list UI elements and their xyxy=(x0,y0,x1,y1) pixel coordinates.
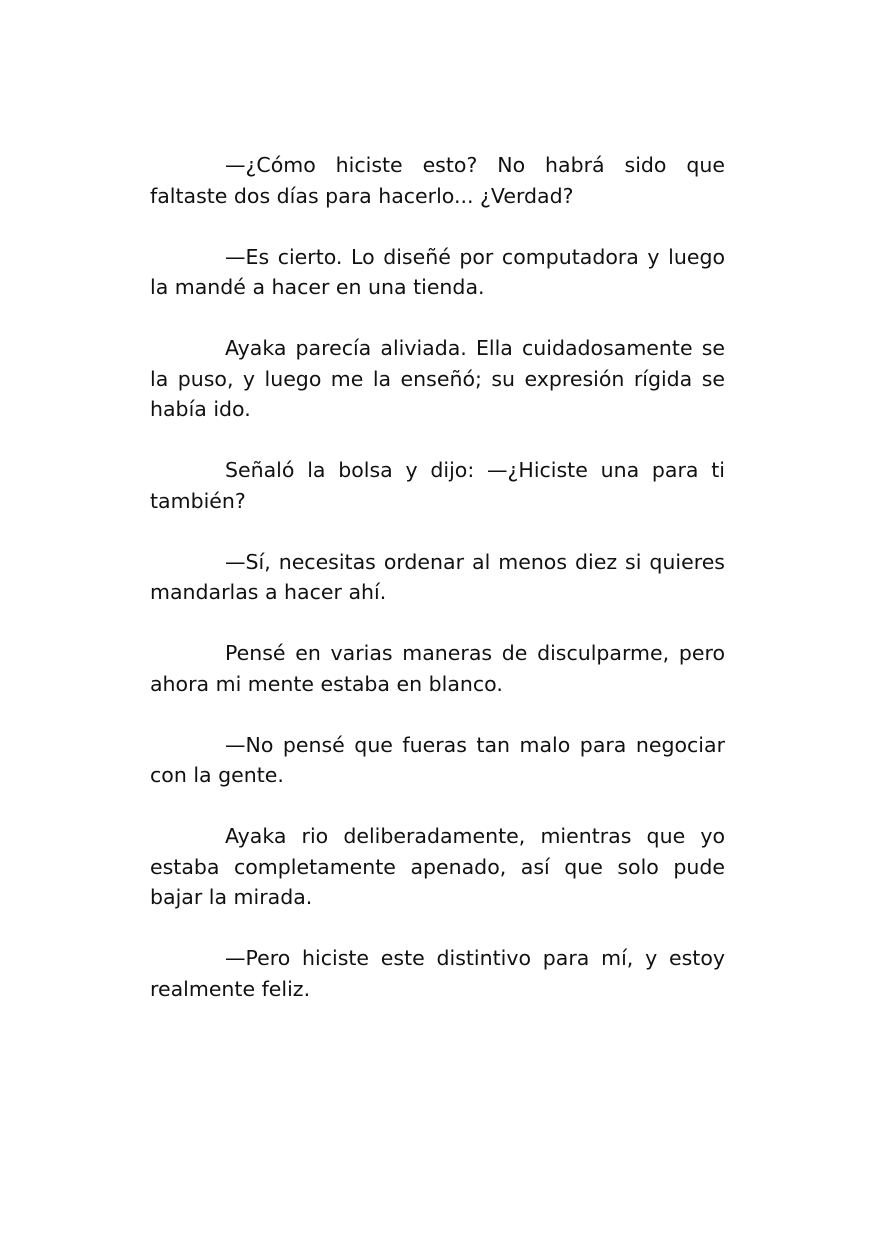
paragraph-8: Ayaka rio deliberadamente, mientras que yo estaba completamente apenado, así que solo pude bajar la mirada. xyxy=(150,824,725,909)
paragraph-7: —No pensé que fueras tan malo para negociar con la gente. xyxy=(150,732,725,787)
paragraph-5: —Sí, necesitas ordenar al menos diez si quieres mandarlas a hacer ahí. xyxy=(150,549,725,604)
paragraph-3: Ayaka parecía aliviada. Ella cuidadosamente se la puso, y luego me la enseñó; su expresión rígida se había ido. xyxy=(150,336,725,421)
paragraph-9: —Pero hiciste este distintivo para mí, y estoy realmente feliz. xyxy=(150,946,725,1001)
paragraph-1: —¿Cómo hiciste esto? No habrá sido que faltaste dos días para hacerlo... ¿Verdad? xyxy=(150,153,725,208)
paragraph-6: Pensé en varias maneras de disculparme, pero ahora mi mente estaba en blanco. xyxy=(150,641,725,696)
document-page xyxy=(150,150,725,1035)
paragraph-4: Señaló la bolsa y dijo: —¿Hiciste una para ti también? xyxy=(150,458,725,513)
paragraph-2: —Es cierto. Lo diseñé por computadora y luego la mandé a hacer en una tienda. xyxy=(150,244,725,299)
